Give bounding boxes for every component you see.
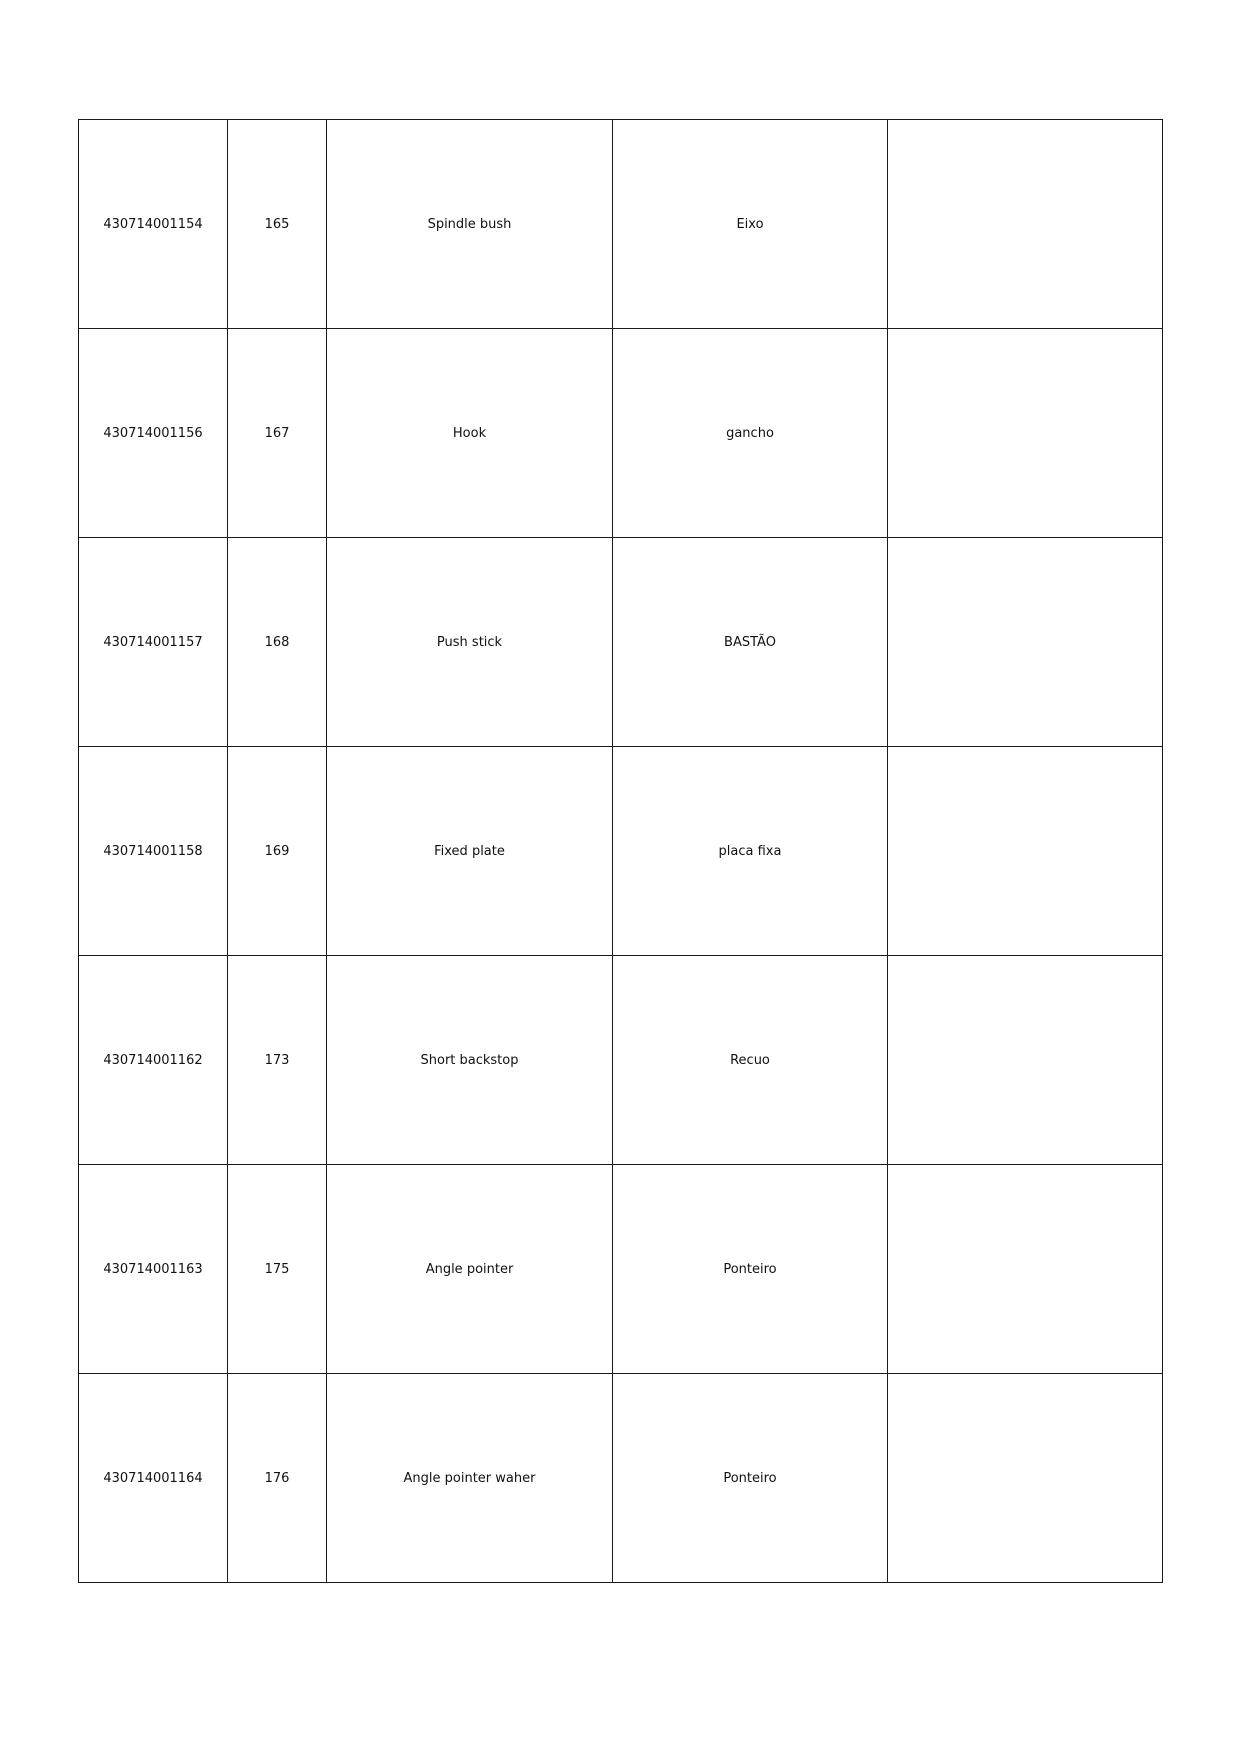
description-portuguese-cell: placa fixa (613, 747, 888, 956)
part-code-cell: 430714001162 (79, 956, 228, 1165)
notes-cell (888, 120, 1163, 329)
description-english-cell: Push stick (327, 538, 613, 747)
description-english-cell: Fixed plate (327, 747, 613, 956)
description-english-cell: Angle pointer (327, 1165, 613, 1374)
reference-number-cell: 175 (228, 1165, 327, 1374)
reference-number-cell: 169 (228, 747, 327, 956)
description-english-cell: Short backstop (327, 956, 613, 1165)
reference-number-cell: 165 (228, 120, 327, 329)
table-row (79, 538, 1163, 747)
notes-cell (888, 1374, 1163, 1583)
part-code-cell: 430714001164 (79, 1374, 228, 1583)
notes-cell (888, 538, 1163, 747)
description-portuguese-cell: BASTÃO (613, 538, 888, 747)
parts-table (78, 119, 1163, 1583)
part-code-cell: 430714001156 (79, 329, 228, 538)
table-row (79, 1165, 1163, 1374)
reference-number-cell: 173 (228, 956, 327, 1165)
part-code-cell: 430714001154 (79, 120, 228, 329)
table-row (79, 956, 1163, 1165)
table-row (79, 120, 1163, 329)
part-code-cell: 430714001158 (79, 747, 228, 956)
reference-number-cell: 176 (228, 1374, 327, 1583)
description-portuguese-cell: Eixo (613, 120, 888, 329)
notes-cell (888, 329, 1163, 538)
description-portuguese-cell: gancho (613, 329, 888, 538)
table-row (79, 329, 1163, 538)
notes-cell (888, 956, 1163, 1165)
notes-cell (888, 747, 1163, 956)
description-english-cell: Hook (327, 329, 613, 538)
table-row (79, 1374, 1163, 1583)
table-row (79, 747, 1163, 956)
description-english-cell: Angle pointer waher (327, 1374, 613, 1583)
description-portuguese-cell: Ponteiro (613, 1165, 888, 1374)
description-english-cell: Spindle bush (327, 120, 613, 329)
part-code-cell: 430714001157 (79, 538, 228, 747)
reference-number-cell: 168 (228, 538, 327, 747)
description-portuguese-cell: Ponteiro (613, 1374, 888, 1583)
notes-cell (888, 1165, 1163, 1374)
description-portuguese-cell: Recuo (613, 956, 888, 1165)
part-code-cell: 430714001163 (79, 1165, 228, 1374)
reference-number-cell: 167 (228, 329, 327, 538)
